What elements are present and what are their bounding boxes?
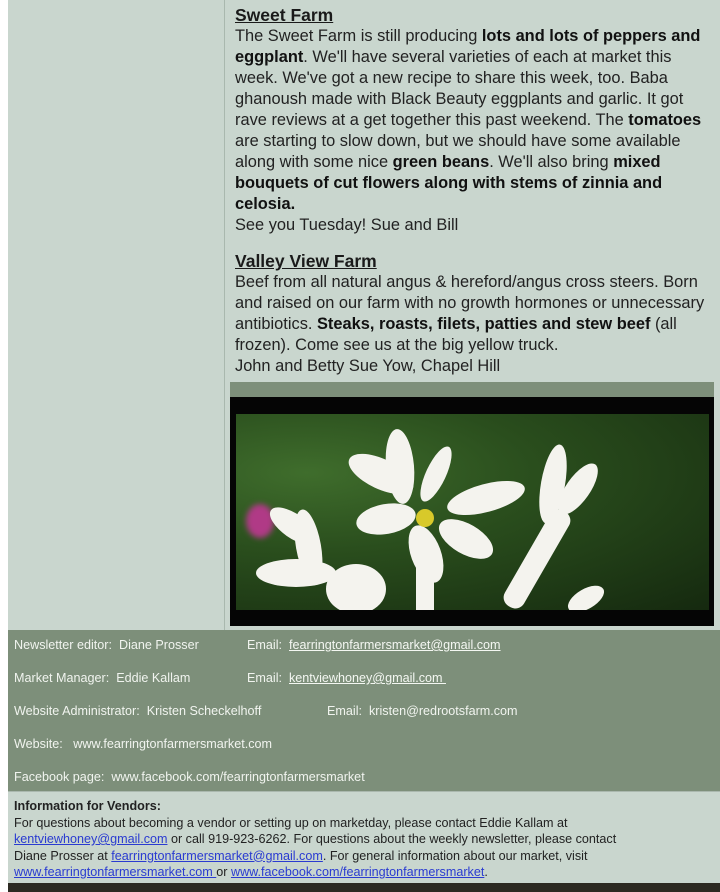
manager-email-link[interactable]: kentviewhoney@gmail.com	[289, 671, 446, 685]
footer-bar	[8, 883, 720, 892]
flower-photo	[236, 414, 709, 610]
left-sidebar-column	[8, 0, 225, 630]
valley-view-title: Valley View Farm	[235, 251, 377, 271]
editor-row: Newsletter editor: Diane Prosser Email: fearringtonfarmersmarket@gmail.com	[14, 638, 501, 652]
admin-row: Website Administrator: Kristen Scheckelhoff Email: kristen@redrootsfarm.com	[14, 704, 518, 718]
vendor-email-link[interactable]: kentviewhoney@gmail.com	[14, 832, 168, 846]
manager-row: Market Manager: Eddie Kallam Email: kentviewhoney@gmail.com	[14, 671, 446, 685]
valley-view-body: Beef from all natural angus & hereford/angus cross steers. Born and raised on our farm with no growth hormones or unnecessary antibiotics. Steaks, roasts, filets, patties and stew beef (all frozen). Come see us at the big yellow truck.	[235, 273, 705, 354]
photo-frame	[230, 382, 714, 626]
sweet-farm-signoff: See you Tuesday! Sue and Bill	[235, 216, 459, 234]
main-content-column	[225, 0, 720, 630]
editor-email-link[interactable]: fearringtonfarmersmarket@gmail.com	[289, 638, 501, 652]
pink-flower-blur	[246, 504, 274, 538]
newsletter-email-link[interactable]: fearringtonfarmersmarket@gmail.com	[111, 848, 323, 863]
admin-email: Email: kristen@redrootsfarm.com	[327, 704, 518, 718]
contacts-panel	[8, 630, 720, 791]
newsletter-page	[8, 0, 720, 892]
valley-view-section	[235, 250, 715, 377]
sweet-farm-title: Sweet Farm	[235, 5, 334, 25]
sweet-farm-body: The Sweet Farm is still producing lots and lots of peppers and eggplant. We'll have several varieties of each at market this week. We've got a new recipe to share this week, too. Baba ghanoush made with Black Beauty eggplants and garlic. It got rave reviews at a get together this past weekend. The tomatoes are starting to slow down, but we should have some available along with some nice green beans. We'll also bring mixed bouquets of cut flowers along with stems of zinnia and celosia.	[235, 27, 702, 213]
facebook-row: Facebook page: www.facebook.com/fearringtonfarmersmarket	[14, 770, 365, 784]
sweet-farm-section	[235, 4, 715, 236]
website-row: Website: www.fearringtonfarmersmarket.com	[14, 737, 273, 751]
vendor-info-title: Information for Vendors:	[14, 799, 161, 813]
facebook-link[interactable]: www.facebook.com/fearringtonfarmersmarket	[230, 865, 485, 879]
website-link[interactable]: www.fearringtonfarmersmarket.com	[14, 865, 217, 879]
vendor-info-section: Information for Vendors: For questions about becoming a vendor or setting up on marketday, please contact Eddie Kallam at kentviewhoney@gmail.com or call 919-923-6262. For questions about the weekly newsletter, please contact Diane Prosser at fearringtonfarmersmarket@gmail.com. For general information about our market, visit www.fearringtonfarmersmarket.com or www.facebook.com/fearringtonfarmersmarket.	[8, 791, 720, 884]
valley-view-signoff: John and Betty Sue Yow, Chapel Hill	[235, 357, 501, 375]
